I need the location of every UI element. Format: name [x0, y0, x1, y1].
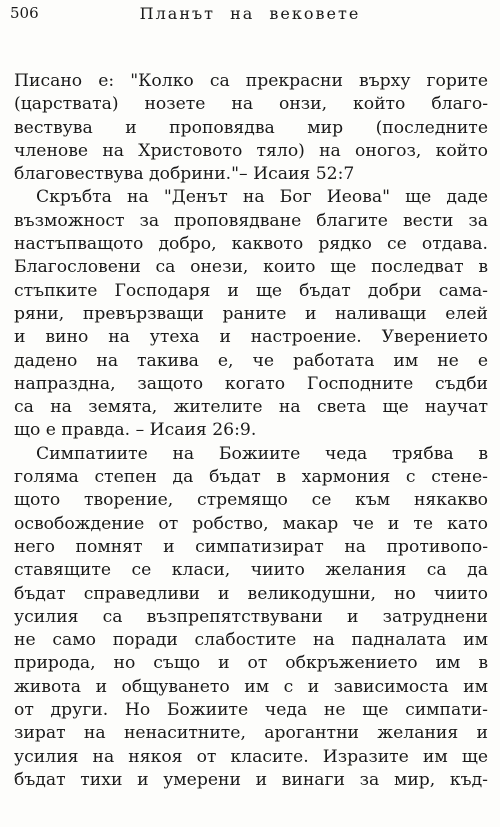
paragraph-1 [14, 70, 488, 186]
text-line: зират на ненаситните, арогантни желания и [14, 723, 488, 744]
text-line: голяма степен да бъдат в хармония с стене- [14, 467, 488, 488]
running-title: Планът на вековете [139, 4, 361, 23]
text-line: настъпващото добро, каквото рядко се отдава. [14, 234, 488, 255]
text-line: живота и общуването им с и зависимостa им [14, 676, 488, 697]
text-line: Благословени са онези, които ще последват в [14, 257, 488, 278]
text-line: са на земята, жителите на света ще научат [14, 397, 488, 418]
body-text [14, 70, 488, 792]
text-line: благовествува добрини."– Исаия 52:7 [14, 164, 355, 185]
text-line: Симпатиите на Божиите чеда трябва в [36, 443, 488, 464]
text-line: вествува и проповядва мир (последните [14, 117, 488, 138]
text-line: освобождение от робство, макар че и те като [14, 513, 488, 534]
paragraph-2 [14, 186, 488, 442]
text-line: напразднa, защото когато Господните съдби [14, 373, 488, 394]
text-line: бъдат справедливи и великодушни, но чиито [14, 583, 488, 604]
text-line: него помнят и симпатизират на противопо- [14, 536, 488, 557]
page-header [10, 4, 490, 28]
text-line: членове на Христовото тяло) на оногоз, който [14, 140, 488, 161]
page-number: 506 [10, 4, 39, 22]
text-line: (царствата) нозете на онзи, който благо- [14, 94, 488, 115]
text-line: усилия са възпрепятствувани и затруднени [14, 606, 488, 627]
text-line: щото творение, стремящо се към някакво [14, 490, 488, 511]
paragraph-3 [14, 443, 488, 792]
text-line: и вино на утеха и настроение. Уверението [14, 327, 488, 348]
text-line: що е правда. – Исаия 26:9. [14, 420, 257, 441]
text-line: ряни, превързващи раните и наливащи елей [14, 303, 488, 324]
text-line: възможност за проповядване благите вести за [14, 210, 488, 231]
text-line: ставящите се класи, чиито желания са да [14, 560, 488, 581]
text-line: стъпките Господаря и ще бъдат добри сама- [14, 280, 488, 301]
text-line: от други. Но Божиите чеда не ще симпати- [14, 700, 488, 721]
text-line: Скръбта на "Денът на Бог Иеова" ще даде [36, 187, 488, 208]
text-line: дадено на такива е, че работата им не е [14, 350, 488, 371]
text-line: не само поради слабостите на падналата им [14, 630, 488, 651]
text-line: усилия на някоя от класите. Изразите им ще [14, 746, 488, 767]
text-line: природа, но също и от обкръжението им в [14, 653, 488, 674]
text-line: бъдат тихи и умерени и винаги за мир, къд- [14, 769, 488, 790]
text-line: Писано е: "Колко са прекрасни върху горите [14, 71, 488, 91]
